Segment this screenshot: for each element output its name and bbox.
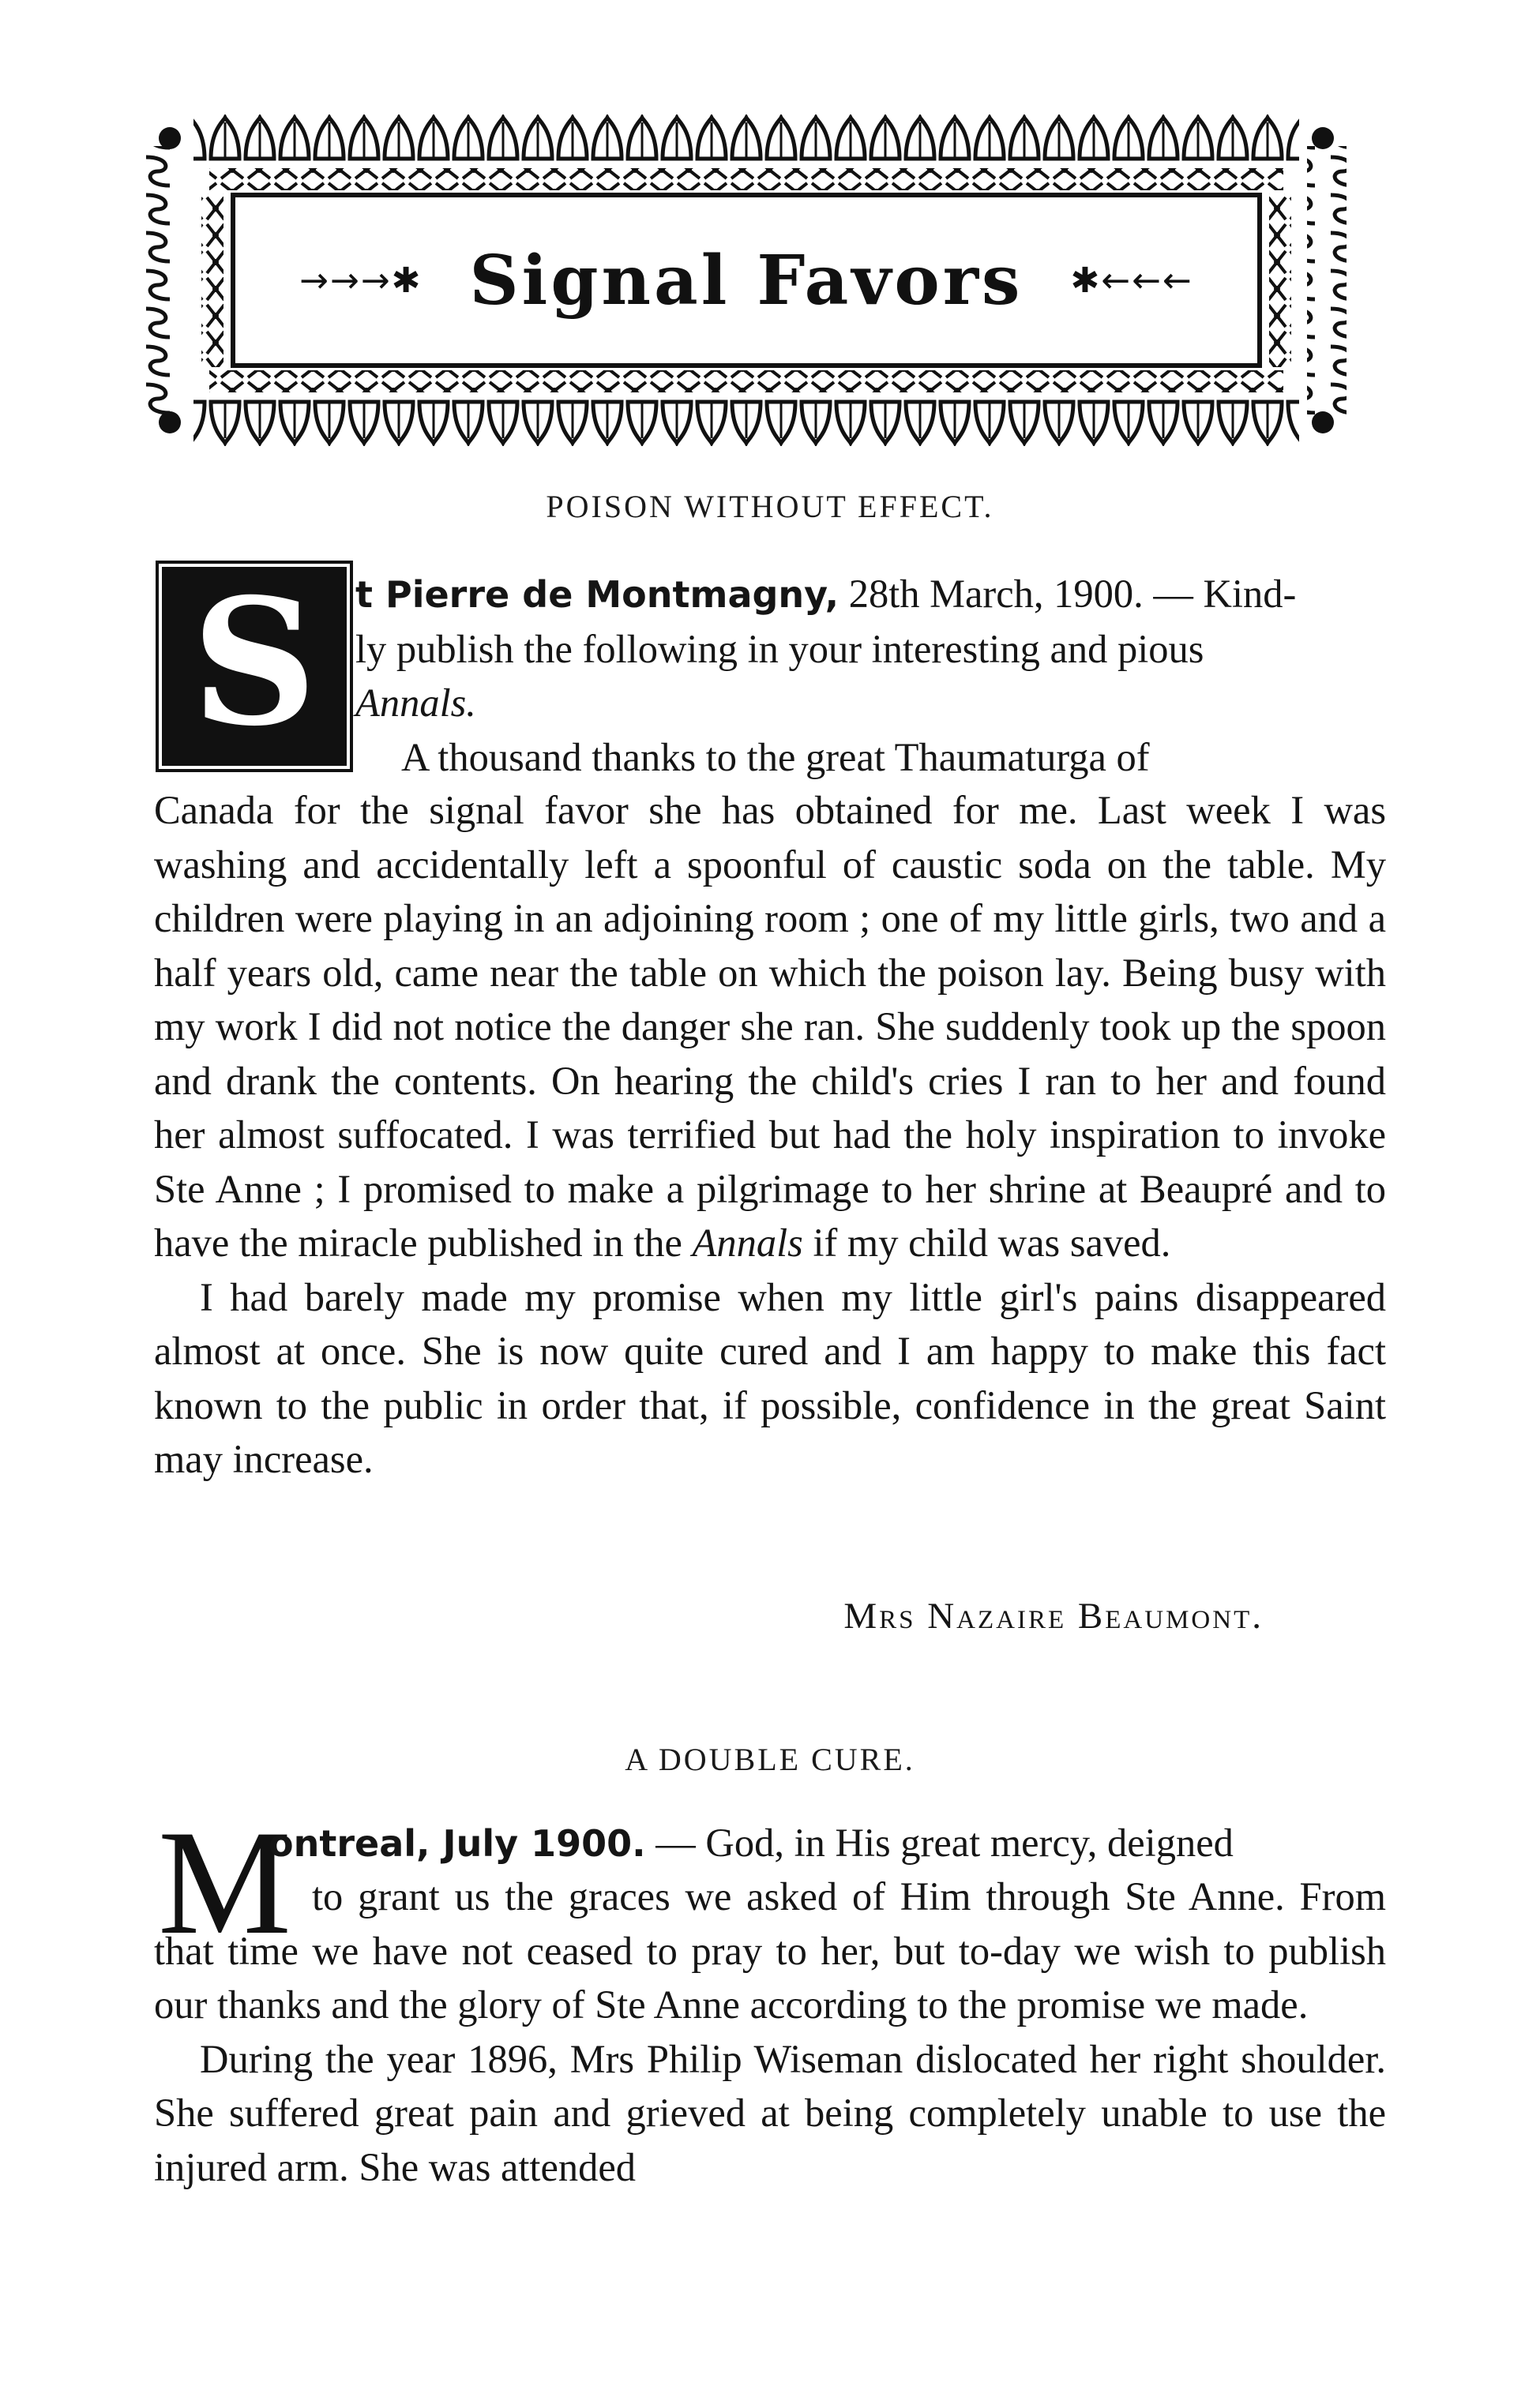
ornamental-header: [138, 114, 1354, 446]
article2-para-2: During the year 1896, Mrs Philip Wiseman dislocated her right shoulder. She suffered great pain and grieved at being completely unable to use the injured arm. She was attended: [154, 2036, 1386, 2189]
drop-cap-s: S: [162, 567, 347, 766]
article2-place: ontreal, July 1900.: [269, 1822, 646, 1865]
article1-place: t Pierre de Montmagny,: [355, 573, 839, 616]
signature: Mrs Nazaire Beaumont.: [843, 1596, 1264, 1637]
drop-cap-m: M: [158, 1800, 291, 1966]
article-heading: POISON WITHOUT EFFECT.: [546, 489, 994, 524]
article1-line-2: ly publish the following in your interesting and pious: [355, 626, 1204, 671]
article1-body-end: if my child was saved.: [813, 1221, 1171, 1265]
article-heading-2: A DOUBLE CURE.: [625, 1742, 915, 1777]
article1-line-4: A thousand thanks to the great Thaumaturga of: [401, 734, 1150, 779]
article1-body: [154, 783, 1386, 1487]
header-title-row: [138, 225, 1354, 336]
article2-body: [154, 1870, 1386, 2194]
article1-body-text: Canada for the signal favor she has obtained for me. Last week I was washing and accidentally left a spoonful of caustic soda on the table. My children were playing in an adjoining room ; one of my little girls, two and a half years old, came near the table on which the poison lay. Being busy with my work I did not notice the danger she ran. She suddenly took up the spoon and drank the contents. On hearing the child's cries I ran to her and found her almost suffocated. I was terrified but had the holy inspiration to invoke Ste Anne ; I promised to make a pilgrimage to her shrine at Beaupré and to have the miracle published in the: [154, 788, 1386, 1265]
article1-date: 28th March, 1900. — Kind-: [848, 572, 1297, 616]
article1-line-3: Annals.: [355, 681, 476, 725]
right-flourish-icon: ✱←←←: [1070, 260, 1193, 301]
article2-para-1: to grant us the graces we asked of Him through Ste Anne. From that time we have not ceased to pray to her, but to-day we wish to publish our thanks and the glory of Ste Anne according to the promise we made.: [154, 1874, 1386, 2027]
annals-title: Annals: [692, 1221, 803, 1265]
left-flourish-icon: →→→✱: [299, 260, 423, 301]
article1-para-2: I had barely made my promise when my little girl's pains disappeared almost at once. She is now quite cured and I am happy to make this fact known to the public in order that, if possible, confidence in the great Saint may increase.: [154, 1274, 1386, 1481]
article2-date: — God, in His great mercy, deigned: [655, 1821, 1234, 1865]
article2-opening: [269, 1816, 1386, 1871]
page-title: Signal Favors: [469, 240, 1024, 321]
article1-opening: [355, 567, 1386, 784]
